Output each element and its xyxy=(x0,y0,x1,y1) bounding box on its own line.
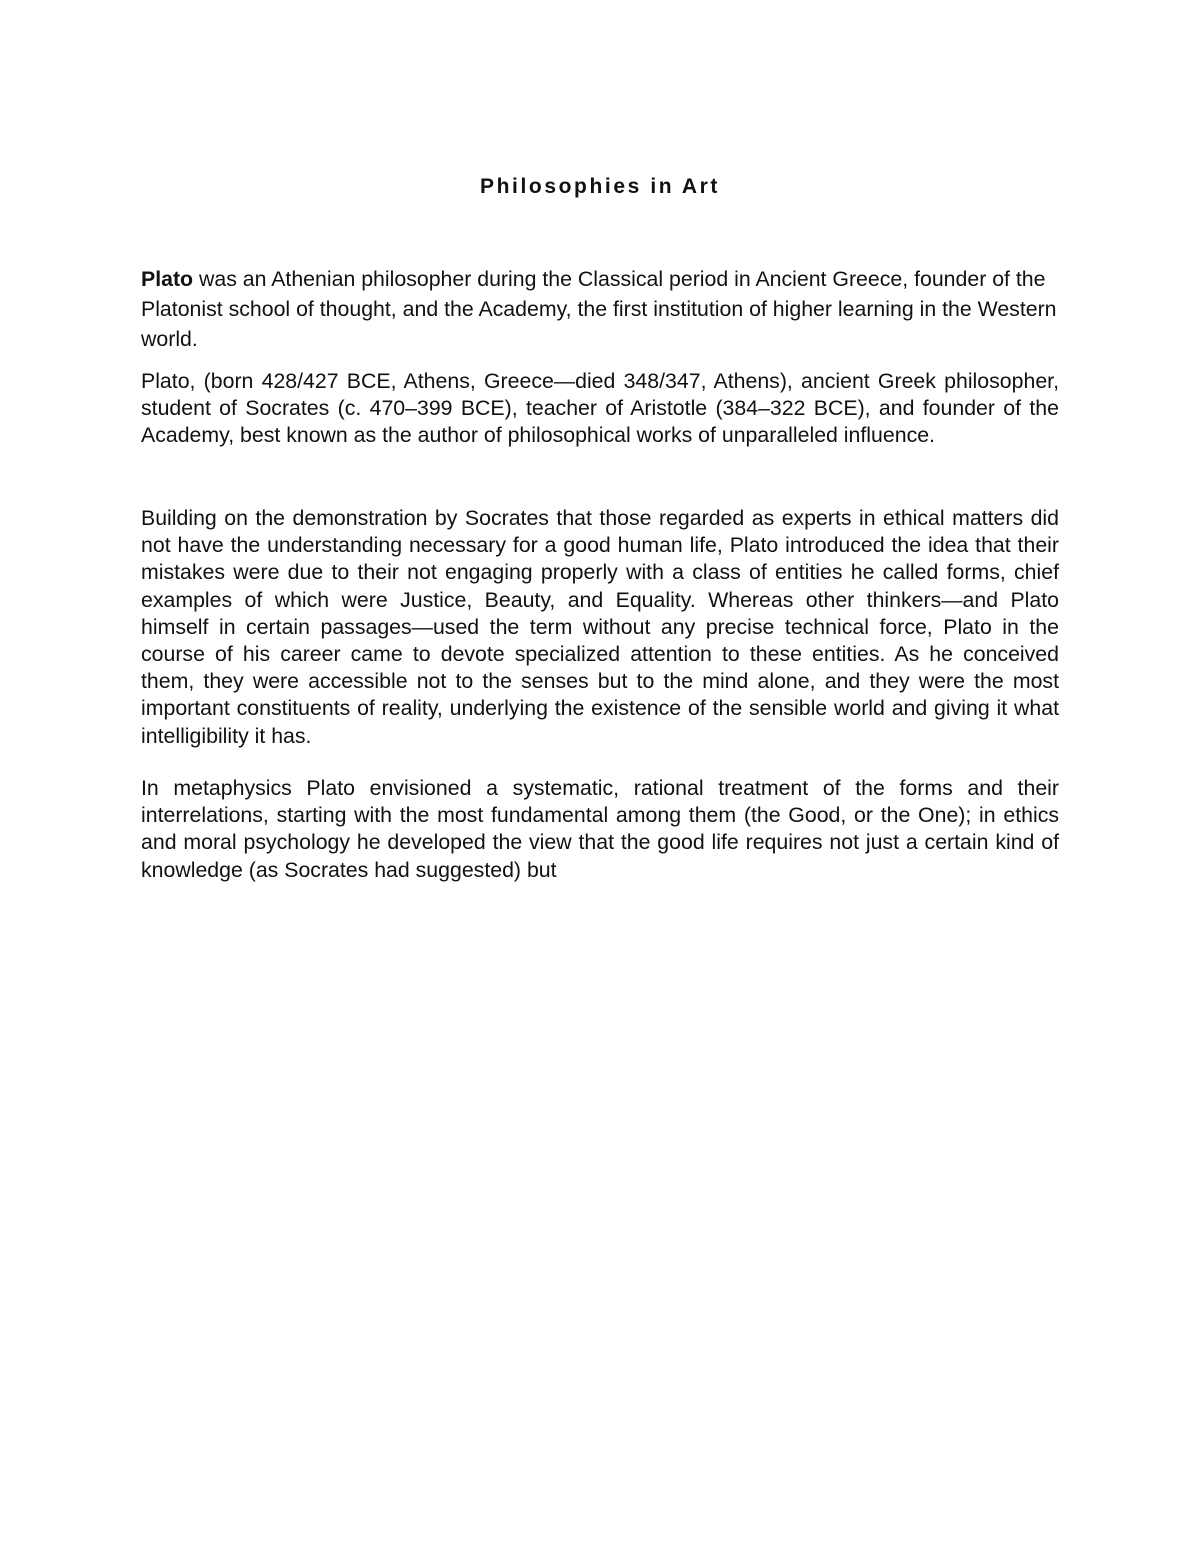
paragraph-intro xyxy=(141,265,1059,354)
paragraph-forms: Building on the demonstration by Socrates that those regarded as experts in ethical matters did not have the understanding necessary for a good human life, Plato introduced the idea that their mistakes were due to their not engaging properly with a class of entities he called forms, chief examples of which were Justice, Beauty, and Equality. Whereas other thinkers—and Plato himself in certain passages—used the term without any precise technical force, Plato in the course of his career came to devote specialized attention to these entities. As he conceived them, they were accessible not to the senses but to the mind alone, and they were the most important constituents of reality, underlying the existence of the sensible world and giving it what intelligibility it has. xyxy=(141,506,1059,748)
paragraph-biography: Plato, (born 428/427 BCE, Athens, Greece—died 348/347, Athens), ancient Greek philosopher, student of Socrates (c. 470–399 BCE), teacher of Aristotle (384–322 BCE), and founder of the Academy, best known as the author of philosophical works of unparalleled influence. xyxy=(141,369,1059,448)
document-title: Philosophies in Art xyxy=(480,175,720,198)
paragraph-metaphysics: In metaphysics Plato envisioned a systematic, rational treatment of the forms and their interrelations, starting with the most fundamental among them (the Good, or the One); in ethics and moral psychology he developed the view that the good life requires not just a certain kind of knowledge (as Socrates had suggested) but xyxy=(141,776,1059,882)
paragraph-lead-name: Plato xyxy=(141,267,194,291)
paragraph-intro-text: was an Athenian philosopher during the Classical period in Ancient Greece, founder of the Platonist school of thought, and the Academy, the first institution of higher learning in the Western world. xyxy=(141,267,1057,351)
